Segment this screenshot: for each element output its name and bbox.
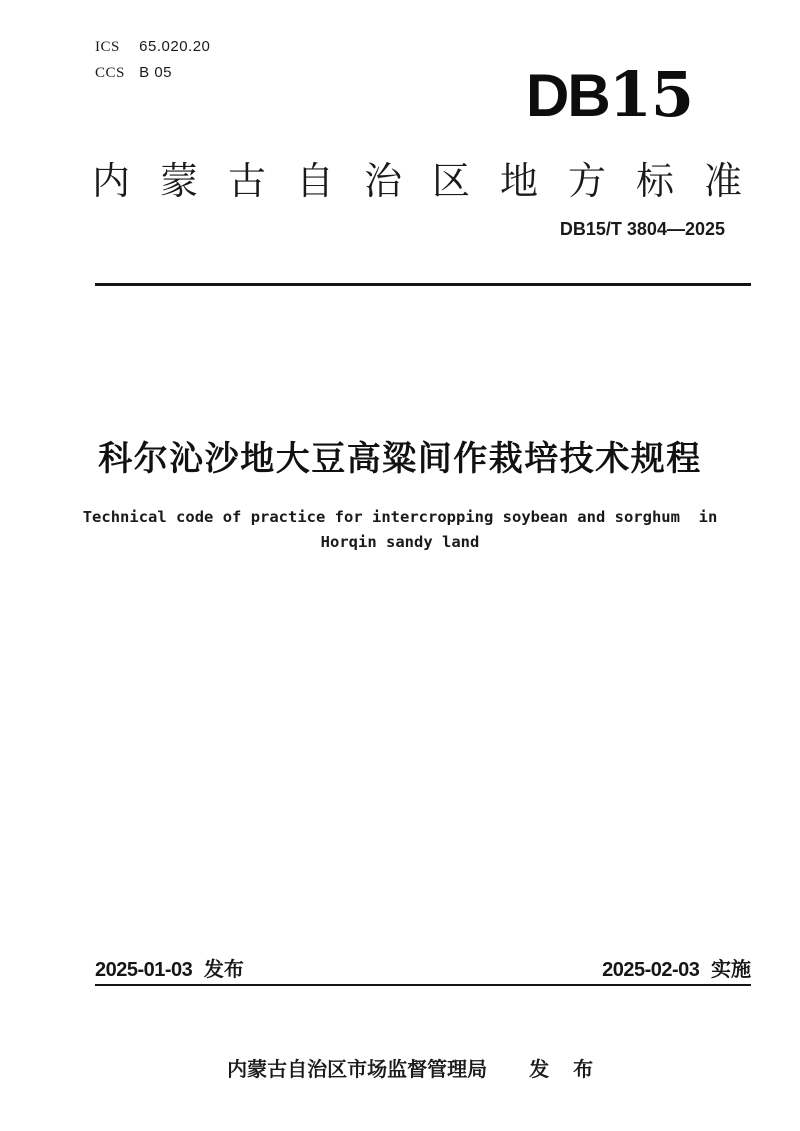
ics-code [95, 34, 210, 60]
ccs-label: CCS [95, 65, 125, 81]
ccs-code [95, 60, 210, 86]
footer-divider-rule [95, 984, 751, 986]
implement-date: 2025-02-03 [602, 959, 700, 981]
document-title-en [0, 505, 800, 555]
publisher-name: 内蒙古自治区市场监督管理局 [227, 1059, 488, 1081]
classification-codes [95, 34, 210, 86]
document-title-en-line1: Technical code of practice for intercropping soybean and sorghum in [82, 508, 718, 526]
ics-label: ICS [95, 39, 120, 55]
db15-logo-num: 15 [608, 58, 693, 131]
issue-date-label: 发布 [203, 959, 244, 981]
document-title-en-line2: Horqin sandy land [320, 533, 480, 551]
dates-row [95, 953, 751, 982]
db15-logo-db: DB [526, 62, 609, 129]
standard-type-heading: 内蒙古自治区地方标准 [92, 161, 773, 203]
ccs-value: B 05 [139, 64, 173, 81]
document-title-cn: 科尔沁沙地大豆高粱间作栽培技术规程 [98, 440, 702, 478]
header-divider-rule [95, 283, 751, 286]
ics-value: 65.020.20 [139, 38, 211, 55]
db15-logo [526, 58, 693, 131]
issue-date-group [95, 953, 244, 982]
publisher-line [0, 1030, 800, 1105]
standard-number: DB15/T 3804—2025 [559, 219, 725, 239]
issue-date: 2025-01-03 [95, 959, 193, 981]
implement-date-label: 实施 [711, 959, 751, 981]
implement-date-group [602, 953, 751, 982]
publish-word: 发 布 [529, 1059, 596, 1081]
